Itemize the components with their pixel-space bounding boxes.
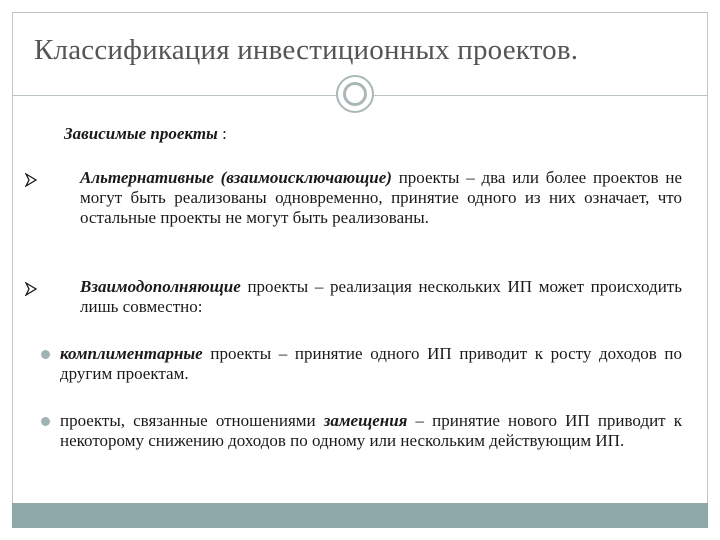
footer-accent-bar [12,503,708,528]
slide-title: Классификация инвестиционных проектов. [34,34,579,66]
bullet-item-alternative [80,168,682,228]
bullet-item-lead: Альтернативные (взаимоисключающие) [80,168,392,187]
dot-bullet-icon [41,350,50,359]
bullet-item-lead: Взаимодополняющие [80,277,241,296]
circle-ornament-icon [336,75,374,113]
arrow-bullet-icon [24,173,38,187]
bullet-item-text: проекты – два или более проектов не могут быть реализованы одновременно, принятие одного из них означает, что остальные проекты не могут быть реализованы. [80,168,682,227]
subitem-text: – принятие нового ИП приводит к некоторому снижению доходов по одному или нескольким действующим ИП. [60,411,682,450]
bullet-item-complementary-group [80,277,682,317]
subheading-colon: : [217,124,227,143]
subitem-text: проекты – принятие одного ИП приводит к росту доходов по другим проектам. [60,344,682,383]
subheading-text: Зависимые проекты [64,124,218,143]
dot-bullet-icon [41,417,50,426]
circle-ornament-inner [343,82,367,106]
subitem-lead: замещения [323,411,408,430]
subitem-lead: комплиментарные [60,344,203,363]
subitem-pre: проекты, связанные отношениями [60,411,324,430]
subheading [64,124,227,144]
arrow-bullet-icon [24,282,38,296]
bullet-item-text: проекты – реализация нескольких ИП может происходить лишь совместно: [80,277,682,316]
subitem-substitution [60,411,682,451]
subitem-complementary [60,344,682,384]
